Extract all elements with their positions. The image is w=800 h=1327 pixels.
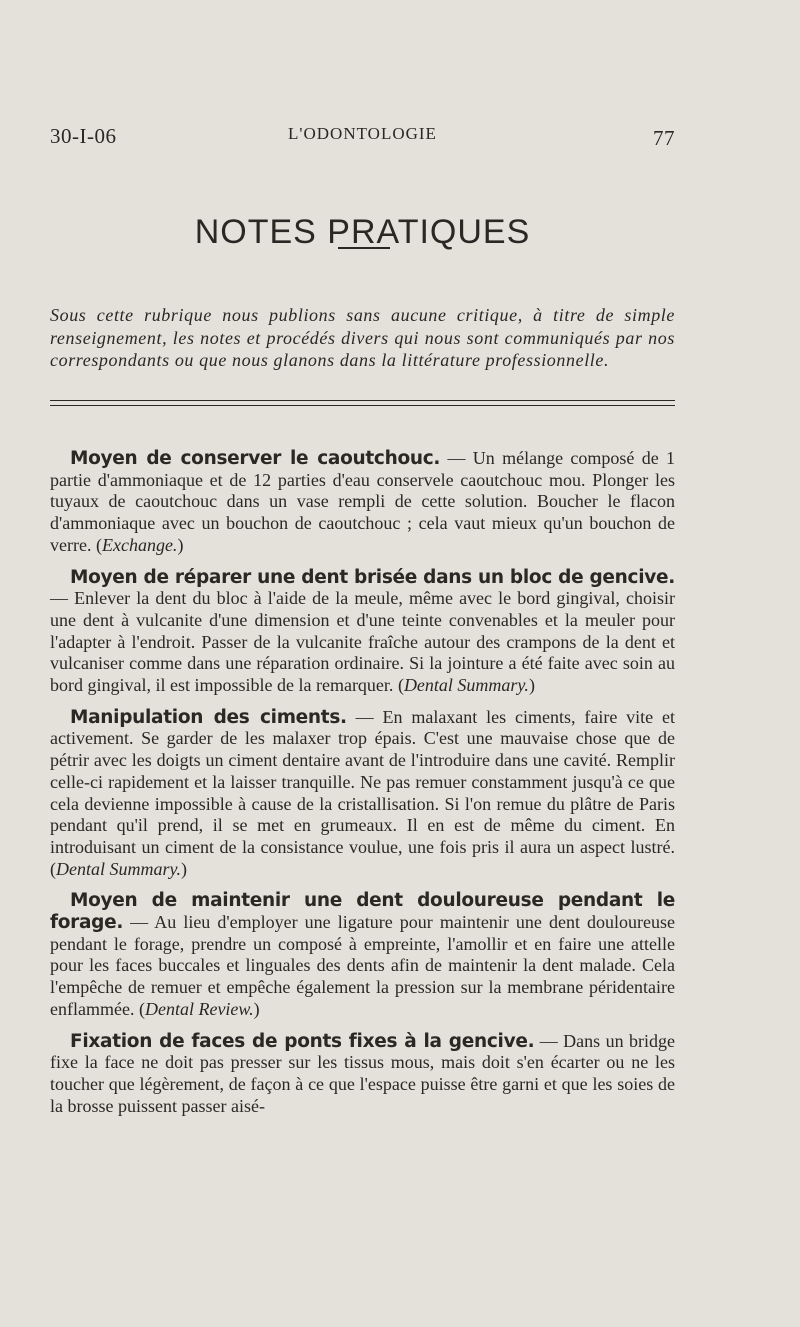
section-divider [50,400,675,406]
note-text: Dans un bridge fixe la face ne doit pas presser sur les tissus mous, mais doit s'en écarter ou ne les toucher que légèrement, de façon à ce que l'espace puisse être garni et que les soies de la brosse puissent passer aisé- [50,1030,676,1116]
page-number: 77 [653,126,675,150]
note-text: Enlever la dent du bloc à l'aide de la meule, même avec le bord gingival, choisir une dent à vulcanite d'une dimension et d'une teinte convenables et la meuler pour l'adapter à l'endroit. Passer de la vulcanite fraîche autour des crampons de la dent et vulcaniser comme dans une réparation ordinaire. Si la jointure a été faite avec soin au bord gingival, il est impossible de la remarquer. [50,588,675,696]
note-paragraph: Moyen de maintenir une dent douloureuse pendant le forage. — Au lieu d'employer une ligature pour maintenir une dent douloureuse pendant le forage, prendre un composé à empreinte, l'amollir et en faire une attelle pour les faces buccales et linguales des dents afin de maintenir la dent malade. Cela l'empêche de remuer et empêche également la pression sur la membrane péridentaire enflammée. (Dental Review.) [50,890,675,1019]
note-text: En malaxant les ciments, faire vite et activement. Se garder de les malaxer trop épais. C'est une mauvaise chose que de pétrir avec les doigts un ciment dentaire avant de l'introduire dans une cavité. Remplir celle-ci rapidement et la laisser tranquille. Ne pas remuer constamment jusqu'à ce que cela devienne impossible à cause de la cristallisation. Si l'on remue du plâtre de Paris pendant qu'il prend, il se met en grumeaux. Il en est de même du ciment. En introduisant un ciment de la consistance voulue, une fois pris il aura un aspect lustré. [50,706,675,857]
note-heading: Manipulation des ciments. [70,706,347,728]
title-underline [338,247,390,249]
note-source: Dental Summary. [56,858,181,879]
note-paragraph: Manipulation des ciments. — En malaxant les ciments, faire vite et activement. Se garder de les malaxer trop épais. C'est une mauvaise chose que de pétrir avec les doigts un ciment dentaire avant de l'introduire dans une cavité. Remplir celle-ci rapidement et la laisser tranquille. Ne pas remuer constamment jusqu'à ce que cela devienne impossible à cause de la cristallisation. Si l'on remue du plâtre de Paris pendant qu'il prend, il se met en grumeaux. Il en est de même du ciment. En introduisant un ciment de la consistance voulue, une fois pris il aura un aspect lustré. (Dental Summary.) [50,706,675,879]
issue-date: 30-I-06 [50,124,117,148]
section-intro: Sous cette rubrique nous publions sans aucune critique, à titre de simple renseignement, les notes et procédés divers qui nous sont communiqués par nos correspondants ou que nous glanons dans la littérature professionnelle. [50,305,675,370]
notes-body [50,448,675,1127]
section-title: NOTES PRATIQUES [194,212,531,251]
note-paragraph: Fixation de faces de ponts fixes à la gencive. — Dans un bridge fixe la face ne doit pas presser sur les tissus mous, mais doit s'en écarter ou ne les toucher que légèrement, de façon à ce que l'espace puisse être garni et que les soies de la brosse puissent passer aisé- [50,1030,676,1116]
note-text: Au lieu d'employer une ligature pour maintenir une dent douloureuse pendant le forage, prendre un composé à empreinte, l'amollir et en faire une attelle pour les faces buccales et linguales des dents afin de maintenir la dent malade. Cela l'empêche de remuer et empêche également la pression sur la membrane péridentaire enflammée. [50,912,675,1019]
note-source: Dental Summary. [403,675,529,696]
note-text: Un mélange composé de 1 partie d'ammoniaque et de 12 parties d'eau conservele caoutchouc mou. Plonger les tuyaux de caoutchouc dans un vase rempli de cette solution. Boucher le flacon d'ammoniaque avec un bouchon de caoutchouc ; cela vaut mieux qu'un bouchon de verre. [50,448,676,555]
note-source: Exchange. [101,534,178,555]
note-source: Dental Review. [144,998,254,1019]
journal-title: L'ODONTOLOGIE [288,124,437,143]
note-paragraph: Moyen de réparer une dent brisée dans un bloc de gencive. — Enlever la dent du bloc à l'aide de la meule, même avec le bord gingival, choisir une dent à vulcanite d'une dimension et d'une teinte convenables et la meuler pour l'adapter à l'endroit. Passer de la vulcanite fraîche autour des crampons de la dent et vulcaniser comme dans une réparation ordinaire. Si la jointure a été faite avec soin au bord gingival, il est impossible de la remarquer. (Dental Summary.) [50,566,675,696]
note-paragraph: Moyen de conserver le caoutchouc. — Un mélange composé de 1 partie d'ammoniaque et de 12 parties d'eau conservele caoutchouc mou. Plonger les tuyaux de caoutchouc dans un vase rempli de cette solution. Boucher le flacon d'ammoniaque avec un bouchon de caoutchouc ; cela vaut mieux qu'un bouchon de verre. (Exchange.) [50,448,676,555]
note-heading: Fixation de faces de ponts fixes à la gencive. [70,1030,535,1052]
note-heading: Moyen de conserver le caoutchouc. [70,448,441,469]
note-heading: Moyen de réparer une dent brisée dans un bloc de gencive. [70,566,675,588]
note-heading: Moyen de maintenir une dent douloureuse pendant le forage. [50,890,675,934]
